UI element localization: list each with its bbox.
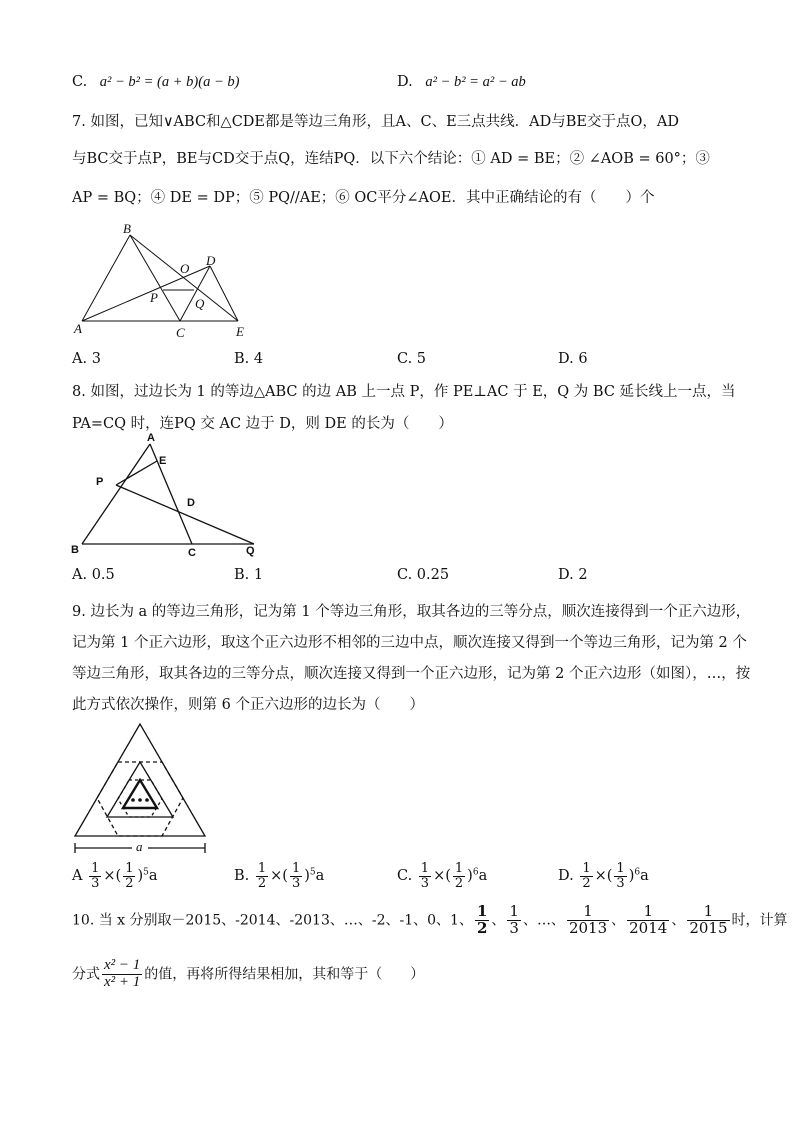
q10-frac-5: $\frac{1}{2015}$ [689, 902, 728, 937]
q7-option-d: D. 6 [558, 351, 588, 367]
q7-line-1: 7. 如图，已知∨ABC和△CDE都是等边三角形，且A、C、E三点共线．AD与BE交于点O，AD [72, 114, 679, 130]
q10-frac-4: $\frac{1}{2014}$ [629, 902, 668, 937]
q9-option-b: B. $\frac{1}{2}$ ×( $\frac{1}{3}$ )$^5$a [234, 861, 325, 891]
q7-label-d: D [206, 253, 216, 268]
q10-line2-suffix: 的值，再将所得结果相加，其和等于（ ） [144, 966, 425, 983]
q10-suffix: 时，计算 [731, 912, 788, 929]
q6-option-c-text: a² − b² = (a + b)(a − b) [99, 74, 240, 90]
q8-label-a: A [147, 432, 155, 444]
q10-line-1: 10. 当 x 分别取－2015、-2014、-2013、…、-2、-1、0、1、 $\frac{1}{2}$ 、 $\frac{1}{3}$ 、…、 $\frac{1}{2013}$ 、 $\frac{1}{2014}$ 、 $\frac{1}{2015}$ 时，计算 [72, 902, 788, 937]
q8-option-d: D. 2 [558, 567, 588, 583]
q10-ellipsis: …、 [536, 912, 565, 929]
q9-option-a: A $\frac{1}{3}$ ×( $\frac{1}{2}$ )$^5$a [72, 861, 158, 891]
q7-label-e: E [236, 324, 244, 339]
q10-frac-2: $\frac{1}{3}$ [509, 902, 519, 937]
q10-frac-3: $\frac{1}{2013}$ [568, 902, 608, 937]
q6-option-d [397, 74, 526, 91]
q7-label-p: P [150, 290, 158, 305]
q7-label-b: B [123, 221, 131, 236]
q8-line-1: 8. 如图，过边长为 1 的等边△ABC 的边 AB 上一点 P，作 PE⊥AC 于 E，Q 为 BC 延长线上一点，当 [72, 384, 736, 400]
q9-line-4: 此方式依次操作，则第 6 个正六边形的边长为（ ） [72, 697, 424, 713]
q8-figure [66, 430, 266, 562]
q6-option-c-label: C. [72, 74, 88, 90]
q7-label-o: O [180, 261, 190, 276]
q7-option-c: C. 5 [397, 351, 427, 367]
q10-expression: $\frac{\text{x² − 1}}{\text{x² + 1}}$ [104, 957, 141, 990]
q10-frac-1: $\frac{1}{2}$ [476, 902, 488, 937]
q7-label-a: A [74, 321, 82, 336]
q8-option-b: B. 1 [234, 567, 264, 583]
q8-option-a: A. 0.5 [72, 567, 115, 583]
q9-figure [70, 720, 210, 858]
q7-label-q: Q [195, 296, 205, 311]
q8-line-2: PA=CQ 时，连PQ 交 AC 边于 D，则 DE 的长为（ ） [72, 416, 453, 432]
q7-figure [70, 220, 260, 345]
q7-label-c: C [176, 325, 185, 340]
q6-option-c [72, 74, 239, 91]
q8-label-p: P [96, 476, 104, 488]
q8-label-d: D [187, 497, 195, 509]
q8-option-c: C. 0.25 [397, 567, 450, 583]
q7-line-3: AP = BQ；④ DE = DP；⑤ PQ//AE；⑥ OC平分∠AOE．其中正确结论的有（ ）个 [72, 190, 655, 206]
q10-prefix: 10. 当 x 分别取－2015、-2014、-2013、…、-2、-1、0、1、 [72, 912, 473, 929]
q10-line2-prefix: 分式 [72, 966, 100, 983]
q8-label-c: C [188, 547, 196, 559]
q8-label-b: B [71, 544, 79, 556]
q7-line-2: 与BC交于点P，BE与CD交于点Q，连结PQ．以下六个结论：① AD = BE；② ∠AOB = 60°；③ [72, 151, 710, 167]
q8-label-e: E [159, 455, 167, 467]
q9-option-d: D. $\frac{1}{2}$ ×( $\frac{1}{3}$ )$^6$a [558, 861, 649, 891]
q7-option-a: A. 3 [72, 351, 101, 367]
q6-option-d-text: a² − b² = a² − ab [425, 74, 526, 90]
q9-option-c: C. $\frac{1}{3}$ ×( $\frac{1}{2}$ )$^6$a [397, 861, 488, 891]
q9-line-3: 等边三角形，取其各边的三等分点，顺次连接又得到一个正六边形，记为第 2 个正六边形（如图），…，按 [72, 666, 751, 682]
q9-line-2: 记为第 1 个正六边形，取这个正六边形不相邻的三边中点，顺次连接又得到一个等边三角形，记为第 2 个 [72, 635, 747, 651]
q9-line-1: 9. 边长为 a 的等边三角形，记为第 1 个等边三角形，取其各边的三等分点，顺次连接得到一个正六边形， [72, 604, 751, 620]
q8-label-q: Q [246, 545, 255, 557]
q7-option-b: B. 4 [234, 351, 264, 367]
q6-option-d-label: D. [397, 74, 413, 90]
q10-line-2 [72, 958, 424, 991]
q9-label-a: a [136, 839, 143, 854]
